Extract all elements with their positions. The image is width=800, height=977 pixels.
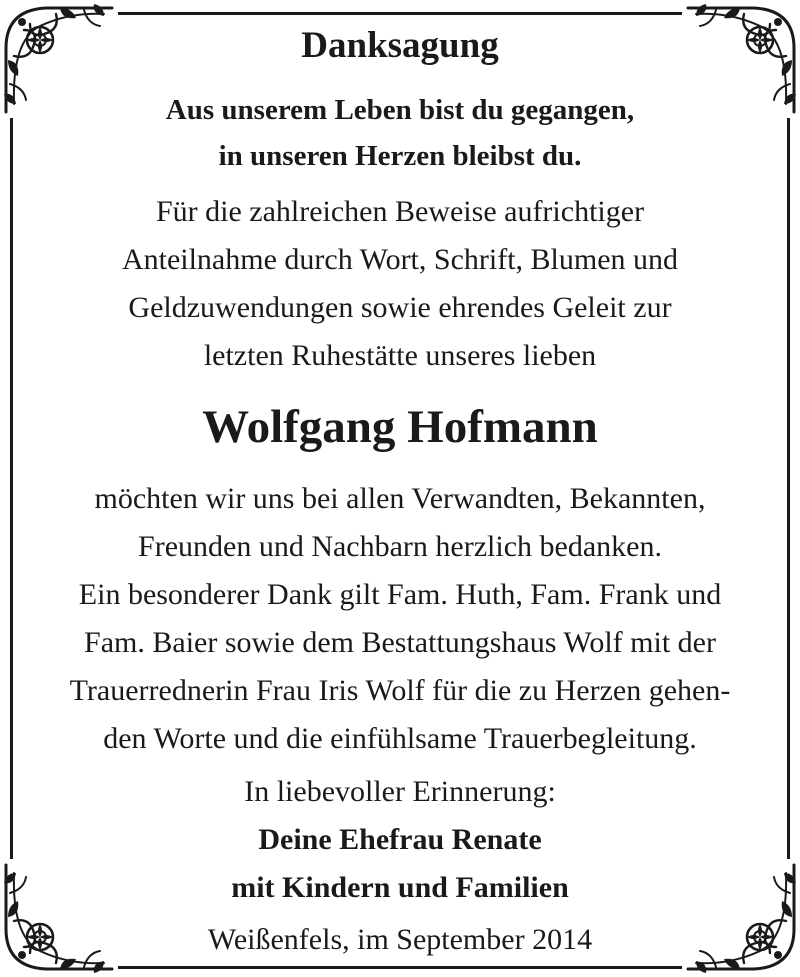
- signature-line: Deine Ehefrau Renate: [258, 823, 542, 856]
- thanks-line: Freunden und Nachbarn herzlich bedanken.: [138, 530, 662, 563]
- signature-line: mit Kindern und Familien: [231, 871, 569, 904]
- thanks-line: möchten wir uns bei allen Verwandten, Bekannten,: [94, 482, 706, 515]
- intro-line: letzten Ruhestätte unseres lieben: [203, 339, 597, 372]
- motto-line: in unseren Herzen bleibst du.: [218, 140, 582, 172]
- intro-line: Für die zahlreichen Beweise aufrichtiger: [155, 195, 645, 228]
- thanks-line: Fam. Baier sowie dem Bestattungshaus Wolf mit der: [84, 626, 716, 659]
- intro-line: Anteilnahme durch Wort, Schrift, Blumen und: [121, 243, 679, 276]
- thanks-line: den Worte und die einfühlsame Trauerbegleitung.: [103, 722, 697, 755]
- border-bottom: [118, 966, 682, 969]
- closing-line: In liebevoller Erinnerung:: [244, 775, 556, 808]
- deceased-name: Wolfgang Hofmann: [202, 401, 598, 453]
- notice-heading: Danksagung: [301, 25, 499, 66]
- border-top: [118, 12, 682, 15]
- motto-line: Aus unserem Leben bist du gegangen,: [165, 94, 635, 126]
- place-date: Weißenfels, im September 2014: [207, 923, 593, 956]
- thanks-line: Trauerrednerin Frau Iris Wolf für die zu Herzen gehen-: [69, 674, 731, 707]
- thanks-line: Ein besonderer Dank gilt Fam. Huth, Fam. Frank und: [78, 578, 722, 611]
- intro-line: Geldzuwendungen sowie ehrendes Geleit zur: [128, 291, 672, 324]
